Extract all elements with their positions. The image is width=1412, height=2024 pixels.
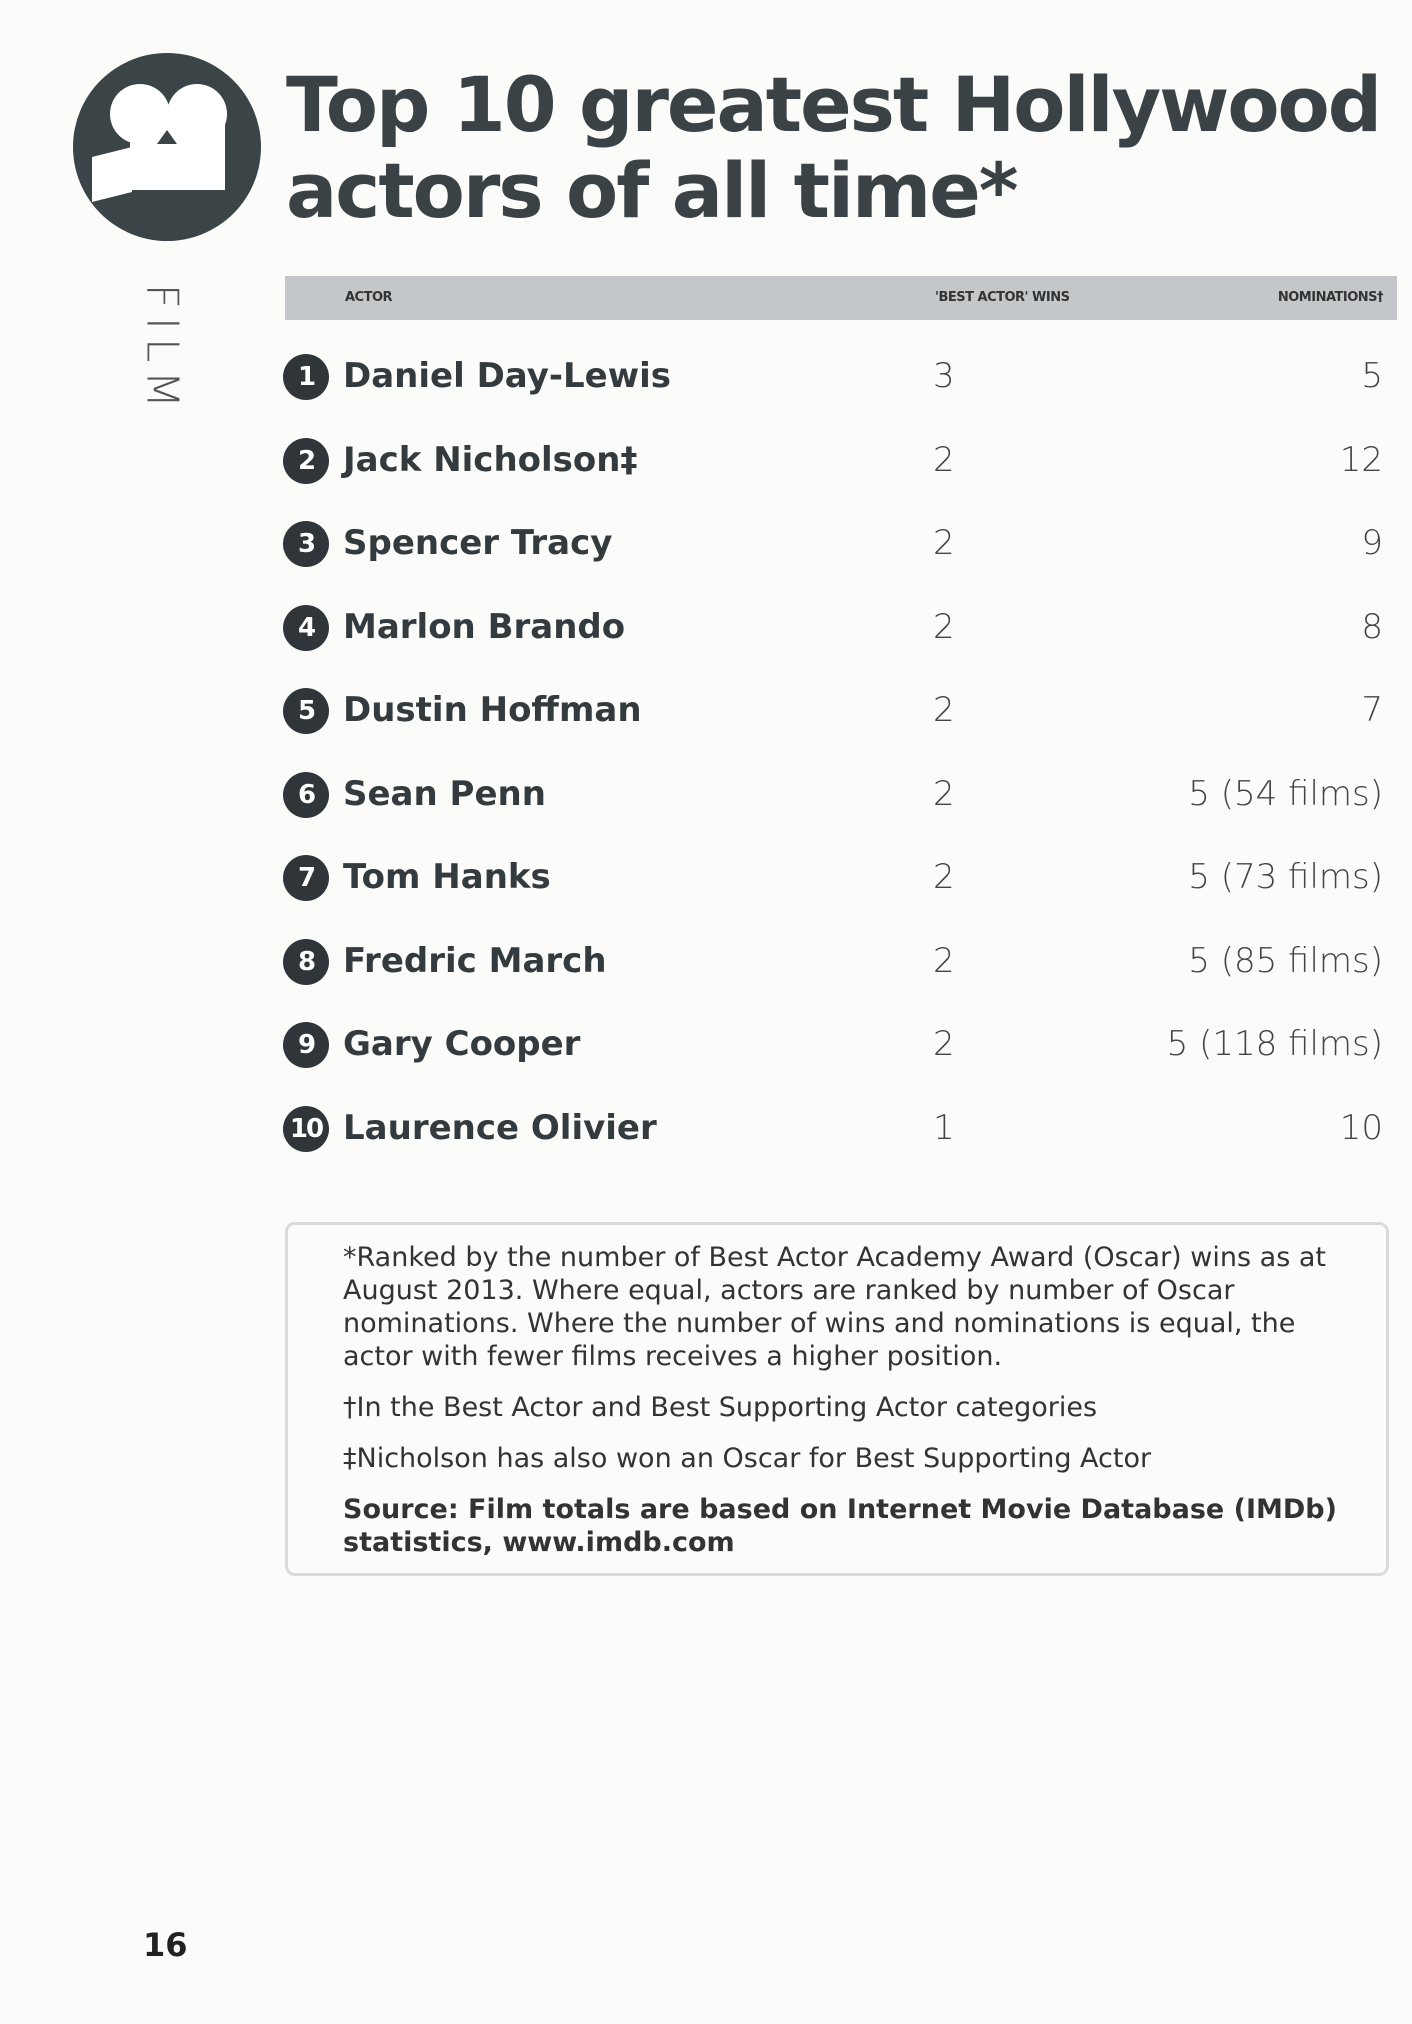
- table-row: [283, 346, 1383, 406]
- nominations-value: 7: [1361, 690, 1383, 730]
- wins-value: 3: [933, 356, 955, 396]
- wins-value: 2: [933, 773, 955, 814]
- table-row: [283, 764, 1383, 824]
- table-row: [283, 597, 1383, 657]
- footnotes-box: [285, 1222, 1389, 1576]
- rank-badge: 6: [283, 772, 329, 818]
- table-row: [283, 931, 1383, 991]
- nominations-value: 5 (54 films): [1188, 773, 1383, 814]
- actor-name: Dustin Hoffman: [343, 690, 642, 730]
- rank-badge: 2: [283, 438, 329, 484]
- table-row: [283, 847, 1383, 907]
- note-source: Source: Film totals are based on Internet Movie Database (IMDb) statistics, www.imdb.com: [343, 1494, 1337, 1558]
- header-wins: 'BEST ACTOR' WINS: [935, 290, 1070, 305]
- rank-badge: 5: [283, 688, 329, 734]
- note-double-dagger: ‡Nicholson has also won an Oscar for Best Supporting Actor: [343, 1443, 1152, 1474]
- rank-badge: 7: [283, 855, 329, 901]
- film-camera-icon: [72, 52, 262, 242]
- nominations-value: 5 (73 films): [1188, 857, 1383, 897]
- rank-badge: 3: [283, 521, 329, 567]
- nominations-value: 5 (118 films): [1166, 1024, 1383, 1064]
- wins-value: 2: [933, 940, 955, 981]
- header-actor: ACTOR: [345, 290, 393, 305]
- wins-value: 1: [933, 1107, 955, 1148]
- wins-value: 2: [933, 857, 955, 897]
- wins-value: 2: [933, 439, 955, 480]
- nominations-value: 9: [1361, 523, 1383, 563]
- actor-name: Tom Hanks: [343, 857, 551, 897]
- wins-value: 2: [933, 523, 955, 563]
- nominations-value: 5: [1361, 356, 1383, 396]
- actor-name: Fredric March: [343, 940, 607, 981]
- rank-badge: 1: [283, 354, 329, 400]
- actor-name: Sean Penn: [343, 773, 546, 814]
- table-row: [283, 1098, 1383, 1158]
- wins-value: 2: [933, 1024, 955, 1064]
- nominations-value: 5 (85 films): [1188, 940, 1383, 981]
- nominations-value: 10: [1339, 1107, 1383, 1148]
- section-label: FILM: [136, 283, 188, 417]
- rank-badge: 9: [283, 1022, 329, 1068]
- wins-value: 2: [933, 606, 955, 647]
- actor-name: Daniel Day-Lewis: [343, 356, 671, 396]
- actor-name: Gary Cooper: [343, 1024, 581, 1064]
- rank-badge: 10: [283, 1106, 329, 1152]
- note-ranking: *Ranked by the number of Best Actor Academy Award (Oscar) wins as at August 2013. Where equal, actors are ranked by number of Oscar nominations. Where the number of wins and nominations is equal, the actor with fewer films receives a higher position.: [343, 1242, 1326, 1372]
- table-row: [283, 680, 1383, 740]
- table-header: [285, 276, 1397, 320]
- table-row: [283, 430, 1383, 490]
- actor-name: Laurence Olivier: [343, 1107, 657, 1148]
- table-row: [283, 1014, 1383, 1074]
- note-dagger: †In the Best Actor and Best Supporting Actor categories: [343, 1392, 1098, 1423]
- rank-badge: 4: [283, 605, 329, 651]
- rank-badge: 8: [283, 939, 329, 985]
- actor-name: Marlon Brando: [343, 606, 626, 647]
- nominations-value: 12: [1339, 439, 1383, 480]
- wins-value: 2: [933, 690, 955, 730]
- page-number: 16: [143, 1926, 188, 1964]
- nominations-value: 8: [1361, 606, 1383, 647]
- table-row: [283, 513, 1383, 573]
- actor-name: Spencer Tracy: [343, 523, 613, 563]
- header-nominations: NOMINATIONS†: [1277, 290, 1383, 305]
- actor-name: Jack Nicholson‡: [343, 439, 638, 480]
- page-title: Top 10 greatest Hollywood actors of all time*: [286, 60, 1381, 235]
